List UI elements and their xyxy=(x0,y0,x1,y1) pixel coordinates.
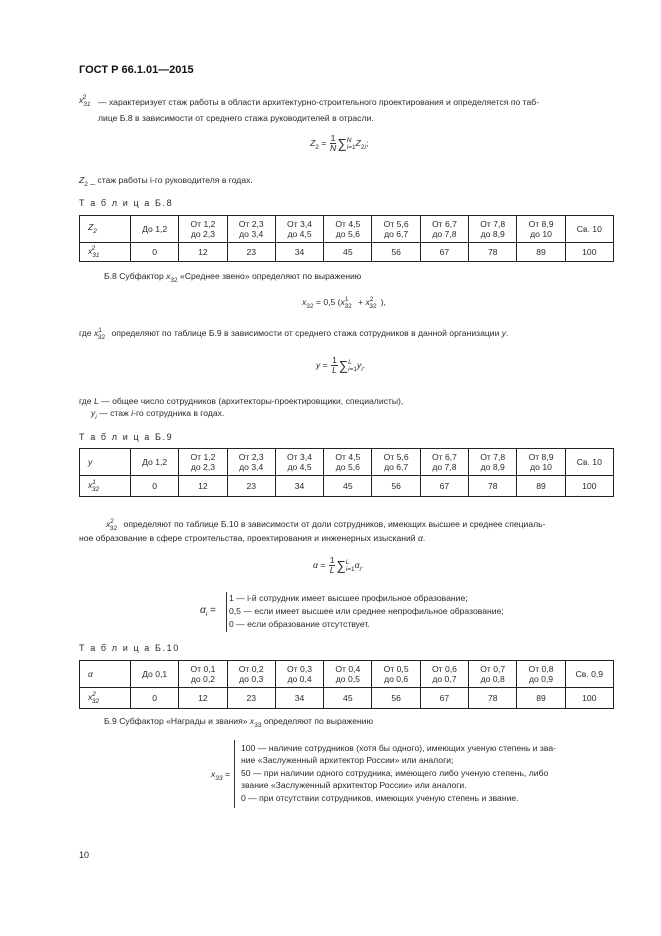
table-b10-caption: Т а б л и ц а Б.10 xyxy=(79,643,180,653)
table-cell: 89 xyxy=(517,688,565,709)
table-cell: 56 xyxy=(372,688,420,709)
table-cell: 23 xyxy=(227,243,275,262)
table-cell: 34 xyxy=(275,688,323,709)
table-cell: От 7,8 до 8,9 xyxy=(469,216,517,243)
table-cell: 56 xyxy=(372,476,420,497)
table-cell: 12 xyxy=(179,243,227,262)
document-header: ГОСТ Р 66.1.01—2015 xyxy=(79,64,194,76)
table-cell: 12 xyxy=(179,688,227,709)
table-cell: От 8,9 до 10 xyxy=(517,216,565,243)
alpha-cases-brace xyxy=(226,592,227,632)
table-b8-header-z2: $Z_2$ xyxy=(80,216,131,243)
table-cell: От 0,6 до 0,7 xyxy=(420,661,468,688)
x31-definition-line1: — характеризует стаж работы в области архитектурно-строительного проектирования и определяется по таб- xyxy=(98,97,540,107)
table-cell: 78 xyxy=(469,476,517,497)
y-definition-line2: $y_i$ — стаж i-го сотрудника в годах. xyxy=(91,408,225,421)
table-cell: От 4,5 до 5,6 xyxy=(324,449,372,476)
z2-formula: $Z_2$ = $\frac{1}{N}$ ∑ N i=1 $Z_{2i}$; xyxy=(310,133,369,153)
table-cell: 100 xyxy=(565,688,613,709)
table-cell: Св. 0,9 xyxy=(565,661,613,688)
table-b9 xyxy=(79,448,614,497)
alpha-i-symbol: $\alpha_i$ = xyxy=(200,605,216,618)
table-cell: От 6,7 до 7,8 xyxy=(420,449,468,476)
table-cell: От 5,6 до 6,7 xyxy=(372,449,420,476)
table-cell: 34 xyxy=(275,243,323,262)
table-cell: От 2,3 до 3,4 xyxy=(227,216,275,243)
table-cell: 0 xyxy=(131,476,179,497)
table-cell: От 8,9 до 10 xyxy=(517,449,565,476)
table-cell: От 5,6 до 6,7 xyxy=(372,216,420,243)
table-cell: От 2,3 до 3,4 xyxy=(227,449,275,476)
z2-definition-text: _ стаж работы i-го руководителя в годах. xyxy=(90,175,253,185)
table-cell: До 0,1 xyxy=(131,661,179,688)
table-cell: От 0,3 до 0,4 xyxy=(275,661,323,688)
table-cell: 45 xyxy=(324,688,372,709)
table-cell: От 1,2 до 2,3 xyxy=(179,449,227,476)
table-cell: 67 xyxy=(420,243,468,262)
z2-definition: $Z_2$ _ стаж работы i-го руководителя в годах. xyxy=(79,175,253,188)
table-cell: До 1,2 xyxy=(131,449,179,476)
table-cell: 23 xyxy=(227,688,275,709)
table-cell: 78 xyxy=(469,688,517,709)
x33-symbol: $x_{33}$ = xyxy=(211,769,230,782)
x31-definition-line2: лице Б.8 в зависимости от среднего стажа руководителей в отрасли. xyxy=(98,113,374,123)
table-cell: 100 xyxy=(565,476,613,497)
table-cell: От 0,7 до 0,8 xyxy=(469,661,517,688)
x33-case-line2: ние «Заслуженный архитектор России» или аналоги; xyxy=(241,755,454,765)
table-b9-row-x32-1: $x^1_{32}$ xyxy=(80,476,131,497)
x31-symbol: $x_{31}^2$ xyxy=(79,94,91,108)
table-b10-header-alpha: α xyxy=(80,661,131,688)
page-number: 10 xyxy=(79,850,90,860)
x32-1-definition: где $x^1_{32}$ определяют по таблице Б.9 в зависимости от среднего стажа сотрудников в данной организации y. xyxy=(79,327,509,341)
table-cell: 100 xyxy=(565,243,613,262)
table-cell: 45 xyxy=(324,476,372,497)
x33-case-line5: 0 — при отсутствии сотрудников, имеющих ученую степень и звание. xyxy=(241,793,519,803)
table-cell: От 3,4 до 4,5 xyxy=(275,449,323,476)
table-cell: От 0,2 до 0,3 xyxy=(227,661,275,688)
table-cell: От 0,4 до 0,5 xyxy=(324,661,372,688)
table-b8-row-x31: $x_{31}^2$ xyxy=(80,243,131,262)
x32-2-definition-text1: определяют по таблице Б.10 в зависимости от доли сотрудников, имеющих высшее и среднее специаль- xyxy=(123,519,546,529)
alpha-case-1: 1 — i-й сотрудник имеет высшее профильное образование; xyxy=(229,593,468,603)
table-cell: 34 xyxy=(275,476,323,497)
x32-2-definition-line1: $x^2_{32}$ определяют по таблице Б.10 в зависимости от доли сотрудников, имеющих высшее и среднее специаль- xyxy=(106,518,546,532)
table-cell: От 1,2 до 2,3 xyxy=(179,216,227,243)
table-cell: От 0,5 до 0,6 xyxy=(372,661,420,688)
table-cell: От 0,8 до 0,9 xyxy=(517,661,565,688)
table-b9-header-y: y xyxy=(80,449,131,476)
table-cell: 56 xyxy=(372,243,420,262)
table-b8 xyxy=(79,215,614,262)
section-b9-text: Б.9 Субфактор «Награды и звания» $x_{33}$ определяют по выражению xyxy=(104,716,374,729)
table-cell: От 6,7 до 7,8 xyxy=(420,216,468,243)
y-formula: y = $\frac{1}{L}$ ∑ L i=1 $y_i$. xyxy=(316,355,366,375)
y-definition-line1: где L — общее число сотрудников (архитекторы-проектировщики, специалисты), xyxy=(79,396,404,406)
table-cell: 78 xyxy=(469,243,517,262)
x33-case-line3: 50 — при наличии одного сотрудника, имеющего либо ученую степень, либо xyxy=(241,768,549,778)
alpha-case-2: 0,5 — если имеет высшее или среднее непрофильное образование; xyxy=(229,606,504,616)
table-cell: 89 xyxy=(517,243,565,262)
table-cell: Св. 10 xyxy=(565,449,613,476)
table-cell: 12 xyxy=(179,476,227,497)
alpha-case-3: 0 — если образование отсутствует. xyxy=(229,619,370,629)
table-b9-caption: Т а б л и ц а Б.9 xyxy=(79,432,174,442)
table-cell: От 7,8 до 8,9 xyxy=(469,449,517,476)
x33-case-line4: звание «Заслуженный архитектор России» или аналоги. xyxy=(241,780,467,790)
table-cell: 89 xyxy=(517,476,565,497)
x33-cases-brace xyxy=(234,740,235,808)
table-cell: 45 xyxy=(324,243,372,262)
table-cell: Св. 10 xyxy=(565,216,613,243)
table-cell: От 3,4 до 4,5 xyxy=(275,216,323,243)
table-b8-caption: Т а б л и ц а Б.8 xyxy=(79,198,174,208)
alpha-formula: α = $\frac{1}{L}$ ∑ L i=1 $\alpha_i$. xyxy=(313,555,364,575)
table-b10 xyxy=(79,660,614,709)
section-b8-text: Б.8 Субфактор $x_{32}$ «Среднее звено» определяют по выражению xyxy=(104,271,362,284)
table-cell: 67 xyxy=(420,476,468,497)
table-cell: До 1,2 xyxy=(131,216,179,243)
table-cell: От 0,1 до 0,2 xyxy=(179,661,227,688)
x32-2-definition-line2: ное образование в сфере строительства, проектирования и инженерных изысканий α. xyxy=(79,533,426,543)
x33-case-line1: 100 — наличие сотрудников (хотя бы одного), имеющих ученую степень и зва- xyxy=(241,743,556,753)
table-b10-row-x32-2: $x^2_{32}$ xyxy=(80,688,131,709)
x32-formula: $x_{32} = 0,5$ ($x^1_{32} + x^2_{32}$ ), xyxy=(302,296,386,310)
table-cell: 0 xyxy=(131,688,179,709)
table-cell: 0 xyxy=(131,243,179,262)
x32-2-definition-text2: ное образование в сфере строительства, проектирования и инженерных изысканий xyxy=(79,533,416,543)
table-cell: От 4,5 до 5,6 xyxy=(324,216,372,243)
table-cell: 67 xyxy=(420,688,468,709)
table-cell: 23 xyxy=(227,476,275,497)
